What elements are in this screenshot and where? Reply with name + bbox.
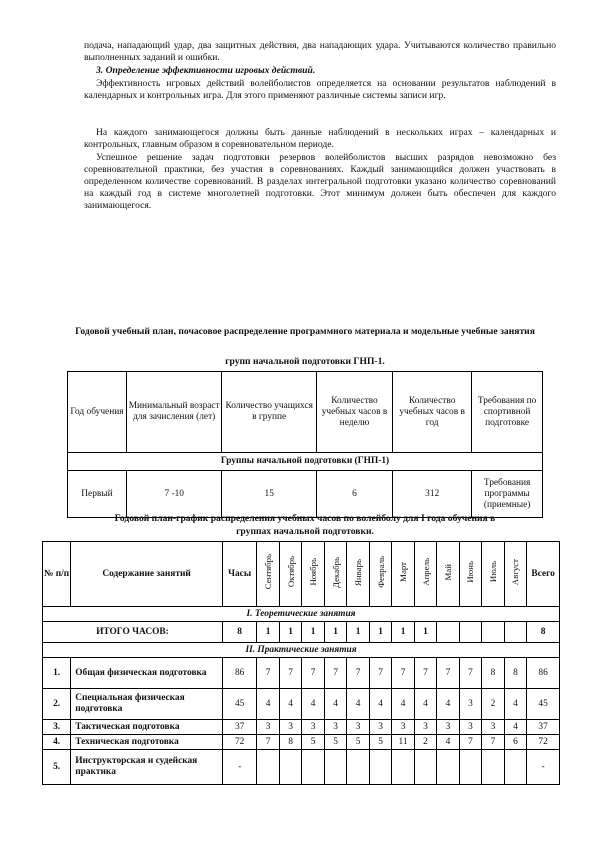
row-month: 5 (302, 735, 324, 750)
month-oct: Октябрь (285, 556, 296, 588)
month-mar: Март (398, 562, 409, 582)
plan-header-age: Минимальный возраст для зачисления (лет) (126, 372, 222, 453)
section-practice: II. Практические занятия (43, 643, 560, 658)
month-apr: Апрель (420, 558, 431, 586)
row-month: 7 (257, 658, 279, 689)
row-total: - (527, 750, 560, 785)
row-month: 6 (504, 735, 526, 750)
row-month: 4 (504, 720, 526, 735)
row-month: 5 (369, 735, 391, 750)
plan-cell-yearly: 312 (393, 471, 472, 518)
row-month: 8 (504, 658, 526, 689)
plan-cell-age: 7 -10 (126, 471, 222, 518)
row-month (437, 750, 459, 785)
total-label: ИТОГО ЧАСОВ: (43, 622, 223, 643)
row-month: 7 (257, 735, 279, 750)
row-month: 3 (459, 689, 481, 720)
row-month (324, 750, 346, 785)
row-total: 45 (527, 689, 560, 720)
total-sum: 8 (527, 622, 560, 643)
row-month (504, 750, 526, 785)
row-month: 4 (414, 689, 436, 720)
row-month: 4 (302, 689, 324, 720)
month-feb: Февраль (375, 556, 386, 588)
col-number: № п/п (43, 542, 71, 607)
month-sep: Сентябрь (263, 554, 274, 590)
row-month: 7 (437, 658, 459, 689)
row-month: 3 (482, 720, 504, 735)
row-month: 4 (437, 689, 459, 720)
row-hours: 37 (222, 720, 257, 735)
total-month: 1 (347, 622, 369, 643)
plan-cell-weekly: 6 (316, 471, 392, 518)
row-month (482, 750, 504, 785)
row-month: 8 (279, 735, 301, 750)
row-month: 3 (437, 720, 459, 735)
month-may: Май (443, 563, 453, 581)
row-total: 72 (527, 735, 560, 750)
row-month (257, 750, 279, 785)
paragraph-4: Успешное решение задач подготовки резервов волейболистов высших разрядов невозможно без соревновательной практики, без участия в соревнованиях. Каждый занимающийся должен участвовать в определенном количестве соревнований. В разделах интегральной подготовки указано количество соревнований на каждый год в системе многолетней подготовки. Этот минимум должен быть обеспечен для каждого занимающегося. (84, 152, 556, 211)
row-month: 5 (324, 735, 346, 750)
plan-cell-year: Первый (68, 471, 127, 518)
row-month: 4 (279, 689, 301, 720)
row-hours: - (222, 750, 257, 785)
row-month (459, 750, 481, 785)
row-total: 37 (527, 720, 560, 735)
row-hours: 86 (222, 658, 257, 689)
month-jul: Июль (487, 561, 498, 583)
row-month (347, 750, 369, 785)
col-hours: Часы (222, 542, 257, 607)
row-month: 7 (369, 658, 391, 689)
total-month: 1 (302, 622, 324, 643)
paragraph-1: подача, нападающий удар, два защитных действия, два нападающих удара. Учитываются количество правильно выполненных заданий и ошибки. (84, 40, 556, 63)
month-dec: Декабрь (330, 556, 341, 588)
hours-caption-1: Годовой план-график распределения учебных часов по волейболу для I года обучения в (114, 513, 496, 524)
row-month: 3 (369, 720, 391, 735)
row-month: 4 (324, 689, 346, 720)
col-content: Содержание занятий (71, 542, 223, 607)
row-month (392, 750, 414, 785)
row-number: 5. (43, 750, 71, 785)
row-month: 11 (392, 735, 414, 750)
total-month (504, 622, 526, 643)
row-month: 4 (437, 735, 459, 750)
total-month (459, 622, 481, 643)
row-number: 1. (43, 658, 71, 689)
month-aug: Август (510, 558, 521, 586)
row-month: 4 (257, 689, 279, 720)
row-month: 4 (504, 689, 526, 720)
row-month (302, 750, 324, 785)
row-month: 3 (302, 720, 324, 735)
hours-schedule-table (42, 541, 560, 785)
row-month (369, 750, 391, 785)
row-month: 7 (392, 658, 414, 689)
row-month: 4 (347, 689, 369, 720)
row-hours: 72 (222, 735, 257, 750)
total-month: 1 (279, 622, 301, 643)
row-month: 4 (392, 689, 414, 720)
hours-caption-2: группах начальной подготовки. (236, 526, 374, 537)
paragraph-2: Эффективность игровых действий волейболистов определяется на основании результатов наблюдений в календарных и контрольных игра. Для этого применяют различные системы записи игр. (84, 78, 556, 101)
plan-header-year: Год обучения (68, 372, 127, 453)
row-month: 7 (459, 658, 481, 689)
row-name: Инструкторская и судейская практика (71, 750, 223, 785)
total-month: 1 (414, 622, 436, 643)
row-month: 3 (324, 720, 346, 735)
row-name: Тактическая подготовка (71, 720, 223, 735)
plan-caption-1: Годовой учебный план, почасовое распределение программного материала и модельные учебные занятия (75, 326, 535, 337)
row-month: 7 (279, 658, 301, 689)
month-jan: Январь (353, 558, 364, 586)
row-month: 2 (414, 735, 436, 750)
row-month: 3 (257, 720, 279, 735)
row-hours: 45 (222, 689, 257, 720)
row-month: 7 (414, 658, 436, 689)
section-theory: I. Теоретические занятия (43, 607, 560, 622)
total-month (437, 622, 459, 643)
row-month: 3 (459, 720, 481, 735)
row-month: 8 (482, 658, 504, 689)
plan-header-requirements: Требования по спортивной подготовке (472, 372, 543, 453)
section-heading-3: 3. Определение эффективности игровых действий. (96, 65, 316, 76)
month-jun: Июнь (465, 561, 476, 583)
row-month: 7 (324, 658, 346, 689)
row-month: 7 (302, 658, 324, 689)
total-month: 1 (392, 622, 414, 643)
total-hours: 8 (222, 622, 257, 643)
row-name: Специальная физическая подготовка (71, 689, 223, 720)
plan-header-students: Количество учащихся в группе (222, 372, 316, 453)
row-number: 4. (43, 735, 71, 750)
row-number: 2. (43, 689, 71, 720)
row-month: 3 (347, 720, 369, 735)
row-total: 86 (527, 658, 560, 689)
row-month: 7 (459, 735, 481, 750)
total-month (482, 622, 504, 643)
row-month: 7 (482, 735, 504, 750)
row-name: Общая физическая подготовка (71, 658, 223, 689)
row-month: 3 (279, 720, 301, 735)
plan-cell-students: 15 (222, 471, 316, 518)
row-number: 3. (43, 720, 71, 735)
row-month: 3 (392, 720, 414, 735)
plan-header-yearly-hours: Количество учебных часов в год (393, 372, 472, 453)
total-month: 1 (369, 622, 391, 643)
plan-cell-requirements: Требования программы (приемные) (472, 471, 543, 518)
row-month (279, 750, 301, 785)
month-nov: Ноябрь (308, 558, 319, 586)
total-month: 1 (324, 622, 346, 643)
annual-plan-table (67, 371, 543, 518)
plan-header-weekly-hours: Количество учебных часов в неделю (316, 372, 392, 453)
col-total: Всего (527, 542, 560, 607)
paragraph-3: На каждого занимающегося должны быть данные наблюдений в нескольких играх – календарных и контрольных, главным образом в соревновательном периоде. (84, 127, 556, 150)
row-month: 5 (347, 735, 369, 750)
row-month: 7 (347, 658, 369, 689)
total-month: 1 (257, 622, 279, 643)
row-month: 3 (414, 720, 436, 735)
plan-caption-2: групп начальной подготовки ГНП-1. (225, 356, 385, 367)
row-month: 4 (369, 689, 391, 720)
row-month: 2 (482, 689, 504, 720)
plan-group-label: Группы начальной подготовки (ГНП-1) (68, 453, 543, 471)
row-name: Техническая подготовка (71, 735, 223, 750)
row-month (414, 750, 436, 785)
